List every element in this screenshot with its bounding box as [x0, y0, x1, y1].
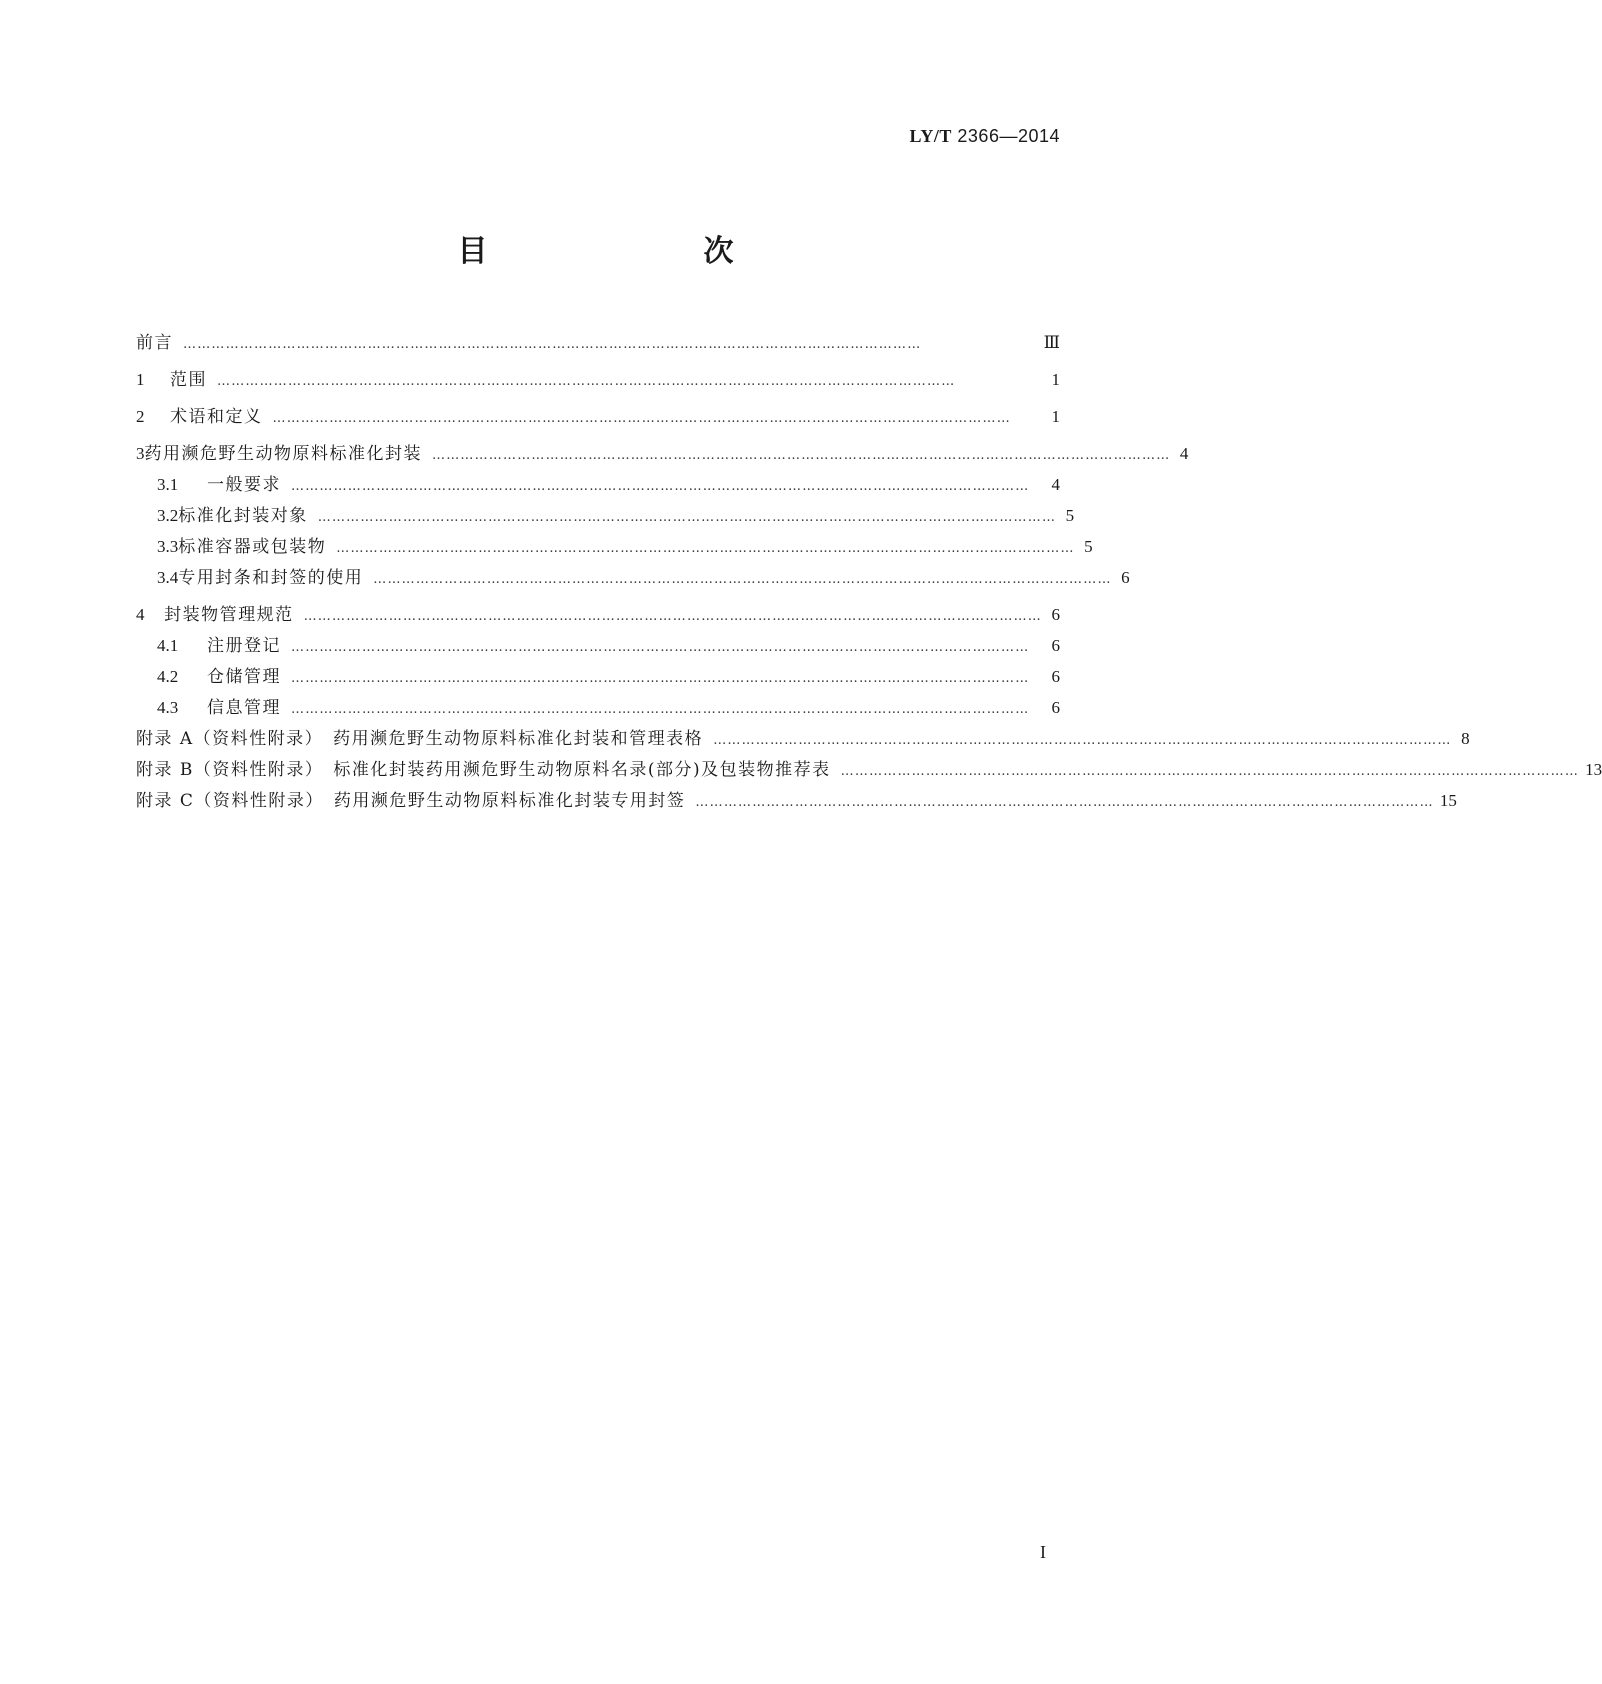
toc-number: 4.2	[157, 667, 179, 686]
toc-leader: …………………………………………………………………………………………………………………………………………	[217, 374, 956, 389]
page-title: 目 次	[457, 234, 786, 269]
toc-leader: …………………………………………………………………………………………………………………………………………	[432, 448, 1171, 463]
toc-leader: …………………………………………………………………………………………………………………………………………	[272, 411, 1011, 426]
toc-label: 仓储管理	[207, 667, 281, 687]
toc-entry-appendix-b[interactable]	[136, 755, 1602, 786]
toc-entry-3-2[interactable]	[136, 501, 1075, 532]
toc-page: Ⅲ	[1043, 333, 1060, 352]
toc-entry-4[interactable]	[136, 600, 1060, 631]
toc-label: 标准化封装对象	[178, 506, 308, 526]
toc-leader: …………………………………………………………………………………………………………………………………………	[317, 510, 1057, 525]
toc-number: 4.1	[157, 636, 179, 655]
toc-page: 6	[1051, 698, 1060, 717]
toc-page: 4	[1179, 444, 1189, 463]
toc-leader: …………………………………………………………………………………………………………………………………………	[840, 764, 1580, 779]
toc-entry-4-1[interactable]	[136, 631, 1060, 662]
standard-code: LY/T	[909, 126, 952, 146]
standard-number	[910, 126, 1060, 147]
toc-page: 1	[1051, 370, 1060, 389]
toc-entry-foreword[interactable]	[136, 328, 1060, 359]
toc-label: 注册登记	[207, 636, 281, 656]
standard-year: 2366—2014	[957, 126, 1060, 146]
toc-number: 4	[136, 605, 145, 624]
page-number: I	[1040, 1542, 1046, 1562]
toc-leader: …………………………………………………………………………………………………………………………………………	[291, 671, 1030, 686]
toc-entry-appendix-c[interactable]	[136, 786, 1457, 817]
toc-number: 3	[136, 444, 145, 463]
toc-label: 前言	[136, 333, 173, 353]
toc-label: 一般要求	[207, 475, 281, 495]
toc-page: 5	[1084, 537, 1093, 556]
toc-page: 6	[1121, 568, 1130, 587]
toc-leader: …………………………………………………………………………………………………………………………………………	[303, 609, 1042, 624]
toc-label: 附录 A（资料性附录） 药用濒危野生动物原料标准化封装和管理表格	[136, 729, 704, 749]
toc-entry-3-1[interactable]	[136, 470, 1060, 501]
toc-label: 封装物管理规范	[164, 605, 294, 625]
toc-number: 3.2	[157, 506, 179, 525]
toc-label: 信息管理	[207, 698, 281, 718]
toc-number: 1	[136, 370, 145, 389]
toc-number: 3.1	[157, 475, 179, 494]
toc-label: 范围	[170, 370, 207, 390]
toc-number: 2	[136, 407, 145, 426]
toc-page: 6	[1051, 605, 1060, 624]
toc-page: 8	[1461, 729, 1470, 748]
toc-page: 13	[1585, 760, 1602, 779]
toc-label: 附录 C（资料性附录） 药用濒危野生动物原料标准化封装专用封签	[136, 791, 686, 811]
toc-number: 4.3	[157, 698, 179, 717]
toc-entry-2[interactable]	[136, 402, 1060, 433]
toc-entry-4-3[interactable]	[136, 693, 1060, 724]
toc-leader: …………………………………………………………………………………………………………………………………………	[695, 795, 1434, 810]
toc-leader: …………………………………………………………………………………………………………………………………………	[291, 479, 1030, 494]
toc-label: 药用濒危野生动物原料标准化封装	[144, 444, 422, 464]
toc-page: 6	[1051, 636, 1060, 655]
toc-leader: …………………………………………………………………………………………………………………………………………	[183, 337, 922, 352]
toc-page: 15	[1439, 791, 1457, 810]
toc-number: 3.3	[157, 537, 179, 556]
toc-entry-1[interactable]	[136, 365, 1060, 396]
toc-leader: …………………………………………………………………………………………………………………………………………	[291, 640, 1030, 655]
toc-leader: …………………………………………………………………………………………………………………………………………	[373, 572, 1112, 587]
toc-label: 术语和定义	[170, 407, 263, 427]
toc-entry-4-2[interactable]	[136, 662, 1060, 693]
toc-leader: …………………………………………………………………………………………………………………………………………	[336, 541, 1075, 556]
toc-entry-3-3[interactable]	[136, 532, 1093, 563]
toc-number: 3.4	[157, 568, 179, 587]
toc-leader: …………………………………………………………………………………………………………………………………………	[713, 733, 1452, 748]
toc-label: 附录 B（资料性附录） 标准化封装药用濒危野生动物原料名录(部分)及包装物推荐表	[136, 760, 831, 780]
toc-page: 6	[1051, 667, 1060, 686]
toc-entry-appendix-a[interactable]	[136, 724, 1470, 755]
toc-page: 4	[1051, 475, 1060, 494]
toc-leader: …………………………………………………………………………………………………………………………………………	[291, 702, 1030, 717]
toc-entry-3[interactable]	[136, 439, 1189, 470]
toc-entry-3-4[interactable]	[136, 563, 1130, 594]
toc-label: 标准容器或包装物	[178, 537, 327, 557]
toc-label: 专用封条和封签的使用	[178, 568, 364, 588]
toc-page: 5	[1065, 506, 1075, 525]
table-of-contents	[136, 328, 1602, 817]
toc-page: 1	[1051, 407, 1060, 426]
